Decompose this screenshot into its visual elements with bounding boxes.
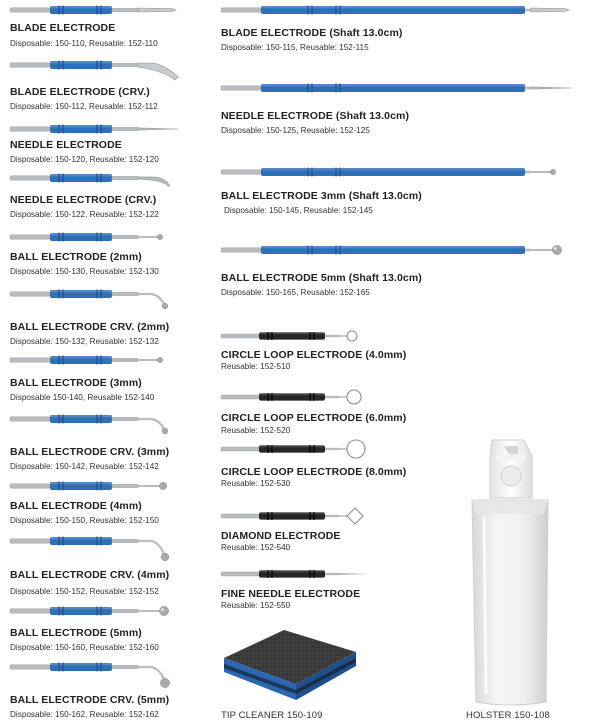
product-title: BLADE ELECTRODE — [10, 22, 116, 34]
blade-electrode-long-illustration — [221, 2, 571, 20]
holster-label: HOLSTER 150-108 — [466, 710, 550, 721]
product-title: BALL ELECTRODE (3mm) — [10, 377, 142, 389]
product-codes: Reusable: 152-530 — [221, 479, 291, 488]
ball-electrode-4mm-illustration — [10, 478, 180, 496]
product-title: FINE NEEDLE ELECTRODE — [221, 588, 361, 600]
product-title: NEEDLE ELECTRODE (CRV.) — [10, 194, 157, 206]
product-title: BALL ELECTRODE CRV. (5mm) — [10, 694, 170, 706]
product-title: CIRCLE LOOP ELECTRODE (4.0mm) — [221, 349, 407, 361]
product-codes: Disposable: 150-160, Reusable: 152-160 — [10, 643, 159, 652]
ball-electrode-5mm-illustration — [10, 603, 180, 621]
product-codes: Reusable: 152-510 — [221, 362, 291, 371]
product-title: BALL ELECTRODE 3mm (Shaft 13.0cm) — [221, 190, 422, 202]
product-title: BALL ELECTRODE 5mm (Shaft 13.0cm) — [221, 272, 422, 284]
diamond-electrode-illustration — [221, 508, 381, 528]
product-title: CIRCLE LOOP ELECTRODE (6.0mm) — [221, 412, 407, 424]
product-title: BALL ELECTRODE (5mm) — [10, 627, 142, 639]
blade-electrode-curved-illustration — [10, 57, 180, 87]
product-codes: Disposable: 150-120, Reusable: 152-120 — [10, 155, 159, 164]
product-title: BALL ELECTRODE (4mm) — [10, 500, 142, 512]
product-title: NEEDLE ELECTRODE (Shaft 13.0cm) — [221, 110, 410, 122]
ball-electrode-2mm-illustration — [10, 229, 180, 247]
ball-electrode-5mm-long-illustration — [221, 242, 571, 262]
product-codes: Disposable: 150-115, Reusable: 152-115 — [221, 43, 369, 52]
needle-electrode-illustration — [10, 121, 180, 139]
product-codes: Reusable: 152-540 — [221, 543, 291, 552]
product-codes: Disposable: 150-122, Reusable: 152-122 — [10, 210, 159, 219]
circle-loop-4mm-illustration — [221, 328, 381, 346]
product-codes: Reusable: 152-520 — [221, 426, 291, 435]
ball-electrode-3mm-long-illustration — [221, 164, 571, 182]
product-title: BALL ELECTRODE CRV. (3mm) — [10, 446, 170, 458]
product-codes: Disposable: 150-132, Reusable: 152-132 — [10, 337, 159, 346]
product-codes: Disposable: 150-130, Reusable: 152-130 — [10, 267, 159, 276]
blade-electrode-illustration — [10, 2, 180, 20]
product-codes: Disposable: 150-150, Reusable: 152-150 — [10, 516, 159, 525]
product-codes: Disposable: 150-125, Reusable: 152-125 — [221, 126, 370, 135]
product-codes: Disposable: 150-165, Reusable: 152-165 — [221, 288, 370, 297]
product-title: NEEDLE ELECTRODE — [10, 139, 122, 151]
product-codes: Disposable: 150-152, Reusable: 152-152 — [10, 587, 159, 596]
product-title: BLADE ELECTRODE (CRV.) — [10, 86, 150, 98]
needle-electrode-curved-illustration — [10, 170, 180, 192]
product-title: BALL ELECTRODE (2mm) — [10, 251, 142, 263]
product-title: CIRCLE LOOP ELECTRODE (8.0mm) — [221, 466, 407, 478]
product-codes: Disposable: 150-112, Reusable: 152-112 — [10, 102, 158, 111]
product-codes: Disposable: 150-142, Reusable: 152-142 — [10, 462, 159, 471]
product-title: BALL ELECTRODE CRV. (2mm) — [10, 321, 170, 333]
needle-electrode-long-illustration — [221, 80, 571, 98]
tip-cleaner-illustration — [220, 620, 360, 708]
product-codes: Disposable: 150-110, Reusable: 152-110 — [10, 39, 158, 48]
circle-loop-8mm-illustration — [221, 441, 381, 465]
product-codes: Reusable: 152-550 — [221, 601, 291, 610]
fine-needle-electrode-illustration — [221, 566, 381, 584]
product-title: BALL ELECTRODE CRV. (4mm) — [10, 569, 170, 581]
product-title: DIAMOND ELECTRODE — [221, 530, 341, 542]
product-codes: Disposable: 150-145, Reusable: 152-145 — [224, 206, 373, 215]
ball-electrode-curved-2mm-illustration — [10, 286, 180, 314]
product-title: BLADE ELECTRODE (Shaft 13.0cm) — [221, 27, 403, 39]
tip-cleaner-label: TIP CLEANER 150-109 — [221, 710, 323, 721]
product-codes: Disposable: 150-162, Reusable: 152-162 — [10, 710, 159, 719]
circle-loop-6mm-illustration — [221, 389, 381, 409]
ball-electrode-3mm-illustration — [10, 352, 180, 370]
ball-electrode-curved-4mm-illustration — [10, 533, 180, 565]
product-codes: Disposable 150-140, Reusable 152-140 — [10, 393, 155, 402]
ball-electrode-curved-5mm-illustration — [10, 659, 180, 689]
holster-illustration — [470, 436, 550, 708]
ball-electrode-curved-3mm-illustration — [10, 411, 180, 441]
